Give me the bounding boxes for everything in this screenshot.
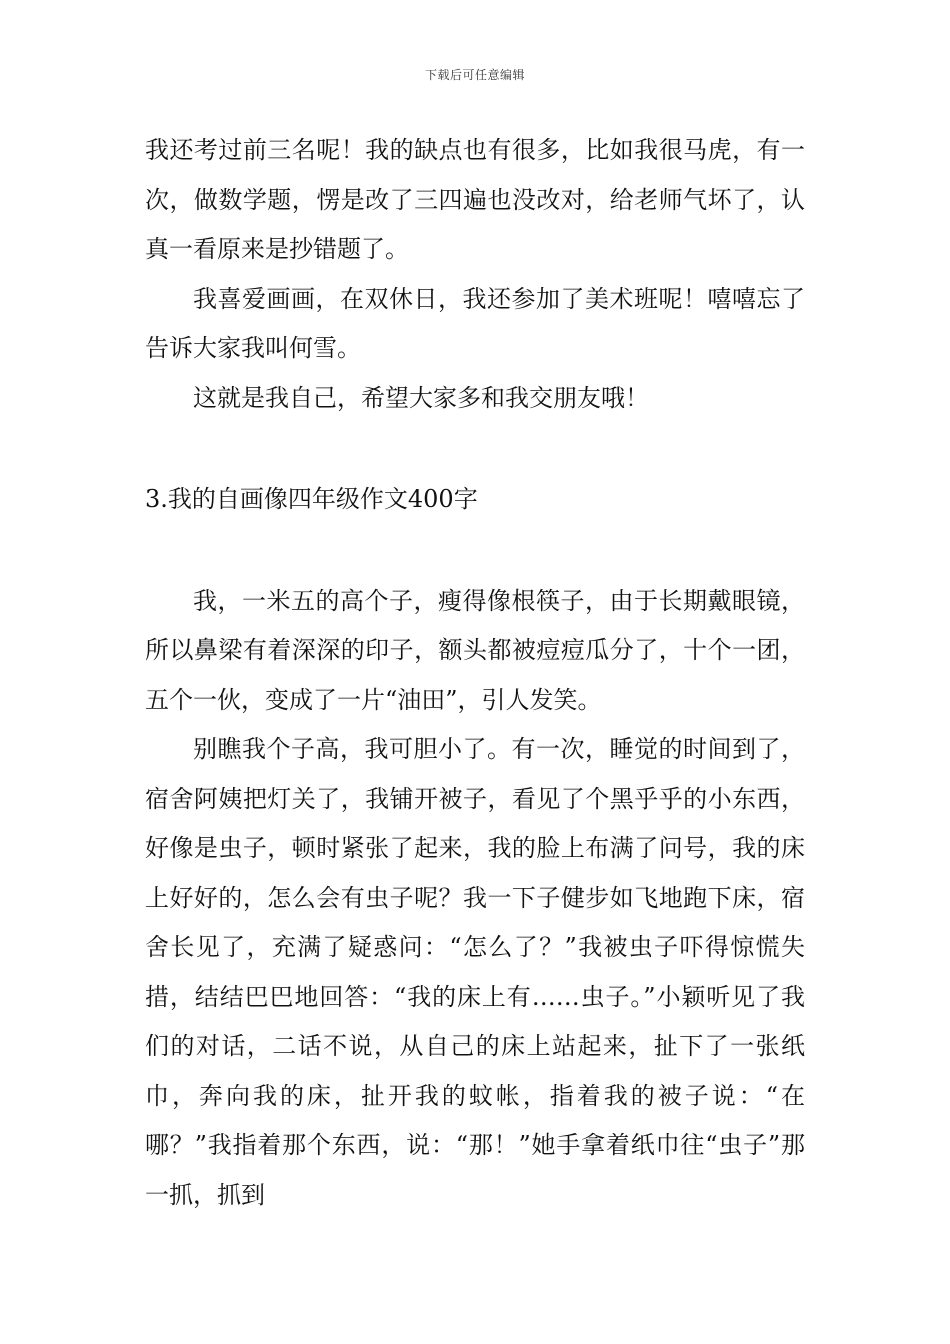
paragraph-continuation: 我还考过前三名呢！我的缺点也有很多，比如我很马虎，有一次，做数学题，愣是改了三四遍也没改对，给老师气坏了，认真一看原来是抄错题了。	[145, 136, 805, 263]
section-heading: 3.我的自画像四年级作文400字	[145, 485, 478, 513]
document-body	[145, 126, 805, 1220]
paragraph-closing: 这就是我自己，希望大家多和我交朋友哦！	[193, 383, 649, 412]
paragraph-story: 别瞧我个子高，我可胆小了。有一次，睡觉的时间到了，宿舍阿姨把灯关了，我铺开被子，看见了个黑乎乎的小东西，好像是虫子，顿时紧张了起来，我的脸上布满了问号，我的床上好好的，怎么会有虫子呢？我一下子健步如飞地跑下床，宿舍长见了，充满了疑惑问：“怎么了？”我被虫子吓得惊慌失措，结结巴巴地回答：“我的床上有……虫子。”小颖听见了我们的对话，二话不说，从自己的床上站起来，扯下了一张纸巾，奔向我的床，扯开我的蚊帐，指着我的被子说：“在哪？”我指着那个东西，说：“那！”她手拿着纸巾往“虫子”那一抓，抓到	[145, 735, 805, 1209]
page-header-note: 下载后可任意编辑	[424, 68, 525, 82]
paragraph-hobby: 我喜爱画画，在双休日，我还参加了美术班呢！嘻嘻忘了告诉大家我叫何雪。	[145, 284, 805, 362]
paragraph-appearance: 我，一米五的高个子，瘦得像根筷子，由于长期戴眼镜，所以鼻梁有着深深的印子，额头都被痘痘瓜分了，十个一团，五个一伙，变成了一片“油田”，引人发笑。	[145, 586, 805, 714]
